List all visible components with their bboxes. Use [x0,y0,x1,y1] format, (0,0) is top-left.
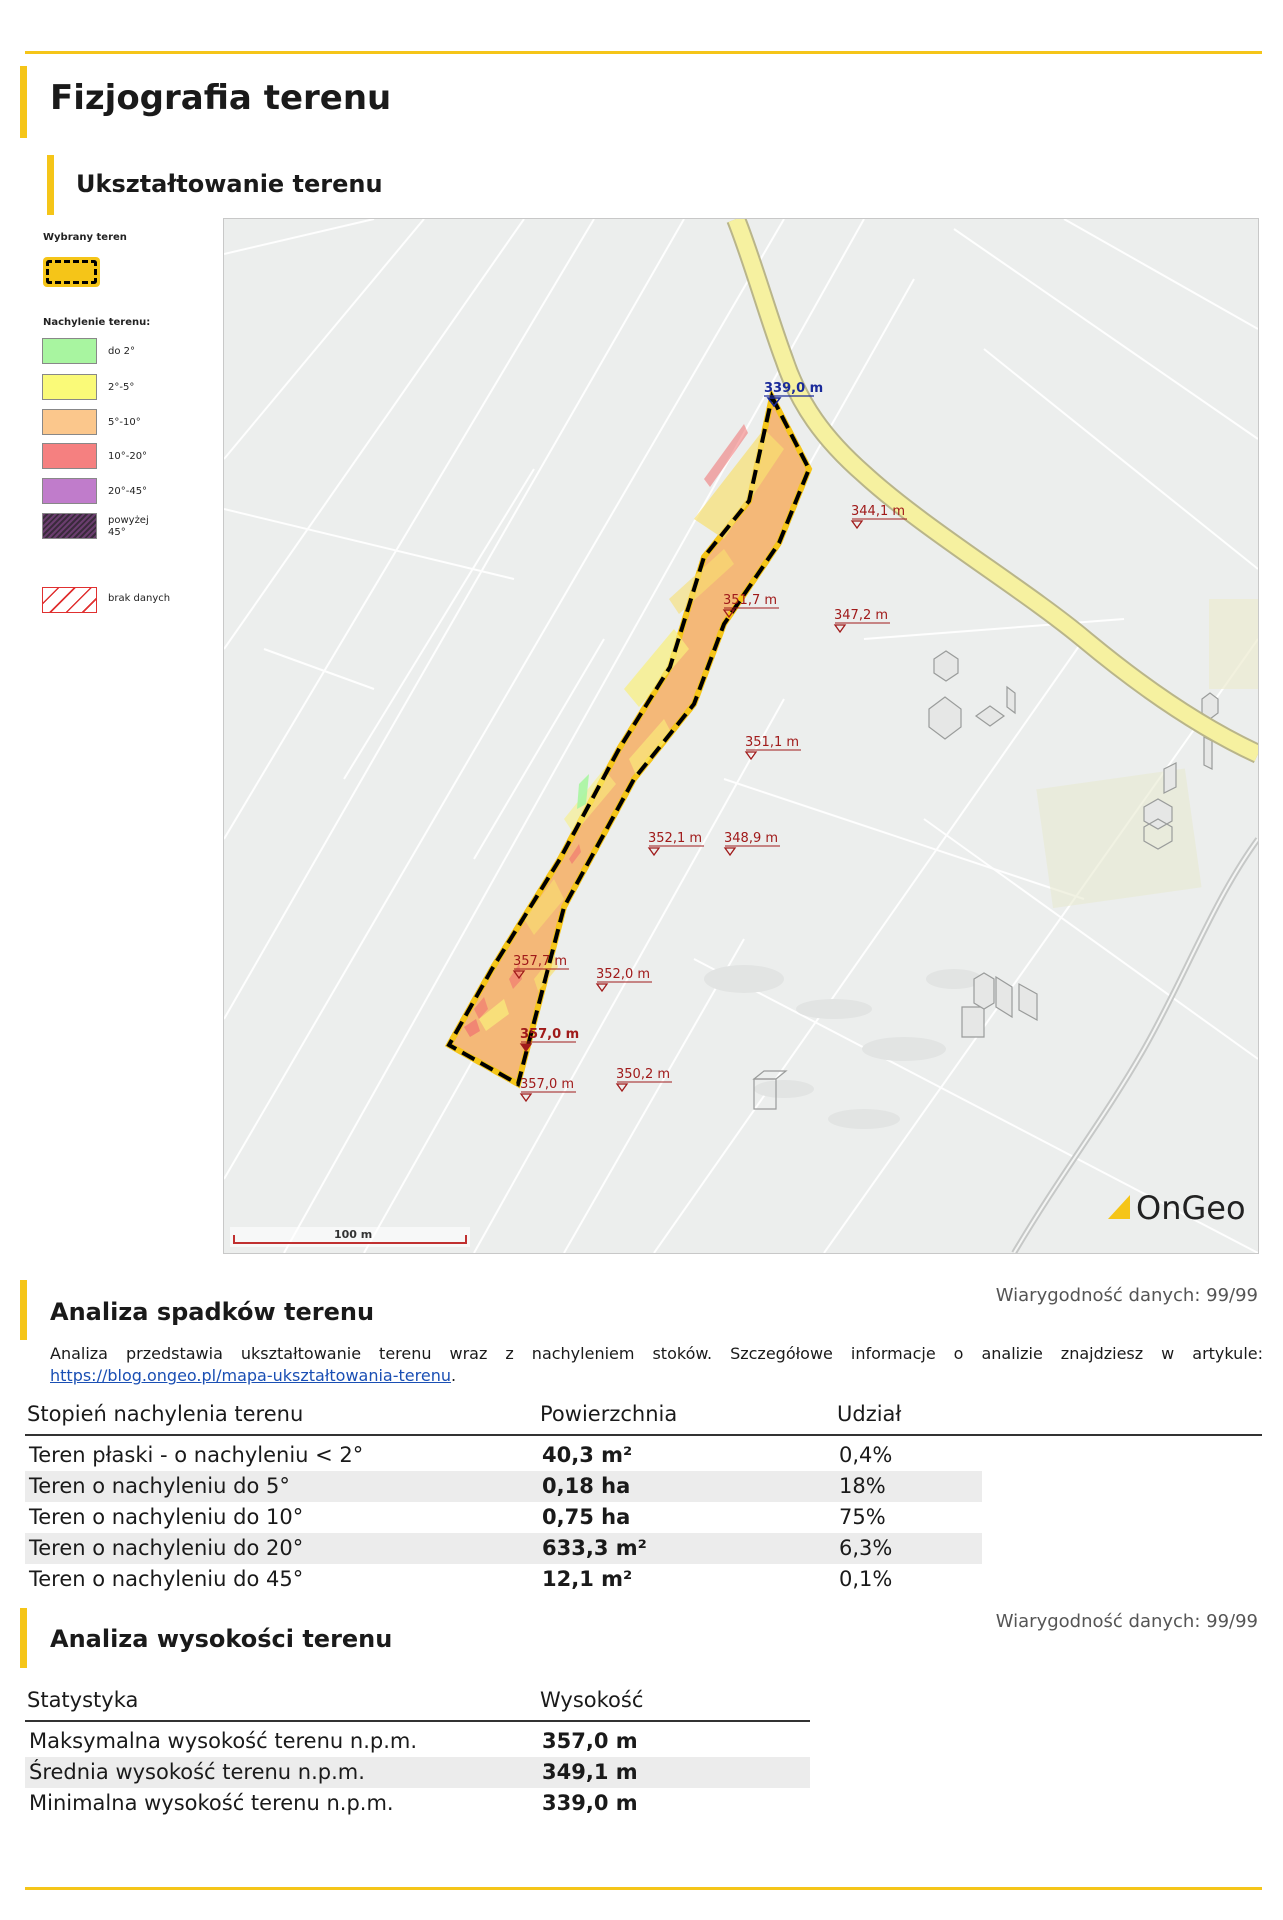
table-row: Teren o nachyleniu do 20° 633,3 m² 6,3% [25,1533,1262,1564]
elevation-label-4: 351,1 m [745,735,800,750]
slope-analysis-title: Analiza spadków terenu [50,1298,375,1326]
legend-label-0: do 2° [108,346,136,357]
height-accent-bar [20,1608,27,1668]
legend-label-no-data: brak danych [108,593,171,604]
top-divider [25,51,1262,54]
map-canvas [224,219,1258,1253]
table-row: Średnia wysokość terenu n.p.m. 349,1 m [25,1757,810,1788]
height-col-value: Wysokość [538,1682,810,1721]
legend-swatch-1 [42,374,97,400]
built-area-2 [1209,599,1258,689]
slope-table [25,1396,1262,1595]
slope-col-area: Powierzchnia [538,1396,835,1435]
elevation-label-1: 344,1 m [851,504,906,519]
legend-swatch-4 [42,478,97,504]
elevation-label-0: 339,0 m [764,381,824,396]
built-area [1036,768,1201,908]
elevation-label-10: 350,2 m [616,1067,671,1082]
elevation-label-2: 351,7 m [723,593,778,608]
legend-slope-title: Nachylenie terenu: [43,317,151,328]
legend-selected-swatch [43,257,100,287]
table-row: Teren o nachyleniu do 45° 12,1 m² 0,1% [29,1567,893,1591]
table-row: Teren o nachyleniu do 5° 0,18 ha 18% [25,1471,1262,1502]
legend-label-3: 10°-20° [108,451,148,462]
slope-reliability: Wiarygodność danych: 99/99 [995,1285,1258,1306]
slope-col-degree: Stopień nachylenia terenu [25,1396,538,1435]
slope-description: Analiza przedstawia ukształtowanie terenu wraz z nachyleniem stoków. Szczegółowe informacje o analizie znajdziesz w artykule: https://blog.ongeo.pl/mapa-ukształtowania-terenu. [50,1344,1263,1385]
height-reliability: Wiarygodność danych: 99/99 [995,1611,1258,1632]
terrain-map[interactable] [223,218,1259,1254]
legend-swatch-3 [42,443,97,469]
elevation-label-3: 347,2 m [834,608,889,623]
slope-col-share: Udział [835,1396,982,1435]
brand-name: OnGeo [1136,1189,1246,1227]
table-row: Teren o nachyleniu do 10° 0,75 ha 75% [29,1505,886,1529]
height-col-statistic: Statystyka [25,1682,538,1721]
elevation-label-5: 352,1 m [648,831,703,846]
section-accent-bar [47,155,54,215]
height-table [25,1682,810,1819]
bottom-divider [25,1887,1262,1890]
article-link[interactable]: https://blog.ongeo.pl/mapa-ukształtowania-terenu [50,1366,451,1385]
elevation-label-11: 357,0 m [520,1077,575,1092]
slope-accent-bar [20,1280,27,1340]
legend-label-1: 2°-5° [108,382,135,393]
scale-label: 100 m [334,1228,373,1241]
table-row: Minimalna wysokość terenu n.p.m. 339,0 m [29,1791,638,1815]
elevation-label-8: 352,0 m [596,967,651,982]
elevation-label-6: 348,9 m [724,831,779,846]
map-background [224,219,1258,1253]
legend-label-2: 5°-10° [108,417,141,428]
page-title: Fizjografia terenu [50,78,392,118]
title-accent-bar [20,66,27,138]
legend-label-5: powyżej 45° [108,515,149,538]
terrain-section-title: Ukształtowanie terenu [76,170,383,198]
legend-swatch-no-data [42,587,97,613]
elevation-label-7: 357,7 m [513,954,568,969]
legend-swatch-0 [42,338,97,364]
table-row: Teren płaski - o nachyleniu < 2° 40,3 m² 0,4% [29,1443,893,1467]
legend-label-4: 20°-45° [108,486,148,497]
height-analysis-title: Analiza wysokości terenu [50,1625,393,1653]
legend-swatch-2 [42,409,97,435]
scale-bar [230,1227,470,1247]
legend-selected-title: Wybrany teren [43,232,127,243]
legend-swatch-5 [42,513,97,539]
table-row: Maksymalna wysokość terenu n.p.m. 357,0 m [29,1729,638,1753]
elevation-label-9: 357,0 m [520,1027,580,1042]
slope-description-text: Analiza przedstawia ukształtowanie terenu wraz z nachyleniem stoków. Szczegółowe informacje o analizie znajdziesz w artykule: [50,1344,1263,1363]
